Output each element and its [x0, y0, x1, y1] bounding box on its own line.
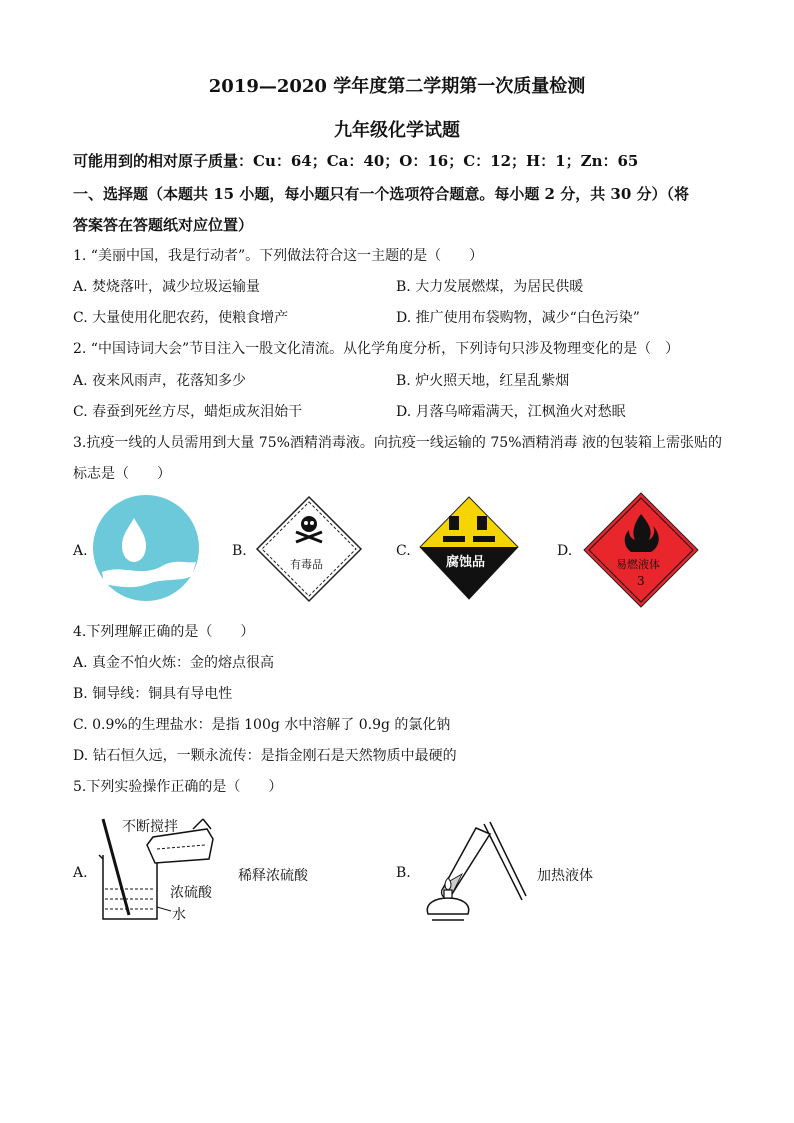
flammable-class-number: 3 — [637, 574, 645, 588]
q2-stem: 2. “中国诗词大会”节目注入一股文化清流。从化学角度分析，下列诗句只涉及物理变化的是（ ） — [73, 341, 680, 357]
atomic-masses: 可能用到的相对原子质量：Cu：64；Ca：40；O：16；C：12；H：1；Zn：65 — [73, 152, 639, 170]
q5-a-caption: 稀释浓硫酸 — [238, 868, 308, 884]
section-heading-line2: 答案答在答题纸对应位置） — [73, 216, 254, 234]
q4-option-d: D. 钻石恒久远，一颗永流传：是指金刚石是天然物质中最硬的 — [73, 748, 457, 764]
q1-option-d: D. 推广使用布袋购物，减少“白色污染” — [396, 310, 640, 326]
q3-stem-line2: 标志是（ ） — [73, 466, 171, 482]
q5-label-b: B. — [396, 865, 411, 881]
page-title: 2019—2020 学年度第二学期第一次质量检测 — [208, 76, 586, 97]
q3-stem-line1: 3.抗疫一线的人员需用到大量 75%酒精消毒液。向抗疫一线运输的 75%酒精消毒 液的包装箱上需张贴的 — [73, 435, 722, 451]
q4-option-b: B. 铜导线：铜具有导电性 — [73, 686, 233, 702]
q3-label-d: D. — [557, 543, 573, 559]
q5-a-water-label: 水 — [172, 907, 186, 923]
q1-stem: 1. “美丽中国，我是行动者”。下列做法符合这一主题的是（ ） — [73, 248, 484, 264]
q2-option-c: C. 春蚕到死丝方尽，蜡炬成灰泪始干 — [73, 404, 303, 420]
q5-a-stir-label: 不断搅拌 — [122, 819, 178, 835]
q1-option-b: B. 大力发展燃煤，为居民供暖 — [396, 279, 584, 295]
q1-option-a: A. 焚烧落叶，减少垃圾运输量 — [73, 279, 261, 295]
toxic-sign-label: 有毒品 — [290, 558, 323, 571]
corrosive-sign-label: 腐蚀品 — [446, 555, 486, 570]
flammable-liquid-sign-icon — [583, 492, 699, 608]
corrosive-sign-icon — [419, 496, 519, 600]
flammable-sign-label: 易燃液体 — [616, 558, 660, 571]
q2-option-b: B. 炉火照天地，红星乱紫烟 — [396, 373, 570, 389]
page-subtitle: 九年级化学试题 — [334, 120, 460, 141]
q4-option-c: C. 0.9%的生理盐水：是指 100g 水中溶解了 0.9g 的氯化钠 — [73, 717, 451, 733]
q5-label-a: A. — [73, 865, 88, 881]
q3-label-b: B. — [232, 543, 247, 559]
q2-option-a: A. 夜来风雨声，花落知多少 — [73, 373, 247, 389]
q3-label-c: C. — [396, 543, 411, 559]
q5-b-caption: 加热液体 — [537, 868, 593, 884]
section-heading-line1: 一、选择题（本题共 15 小题，每小题只有一个选项符合题意。每小题 2 分，共 30 分）（将 — [73, 185, 690, 203]
q5-stem: 5.下列实验操作正确的是（ ） — [73, 779, 283, 795]
q4-option-a: A. 真金不怕火炼：金的熔点很高 — [73, 655, 275, 671]
q3-label-a: A. — [73, 543, 88, 559]
q2-option-d: D. 月落乌啼霜满天，江枫渔火对愁眠 — [396, 404, 626, 420]
q5-a-acid-label: 浓硫酸 — [170, 885, 212, 901]
q4-stem: 4.下列理解正确的是（ ） — [73, 624, 255, 640]
water-sign-icon — [92, 494, 200, 602]
heating-apparatus-icon — [418, 818, 528, 928]
toxic-sign-icon — [256, 496, 362, 602]
q1-option-c: C. 大量使用化肥农药，使粮食增产 — [73, 310, 289, 326]
